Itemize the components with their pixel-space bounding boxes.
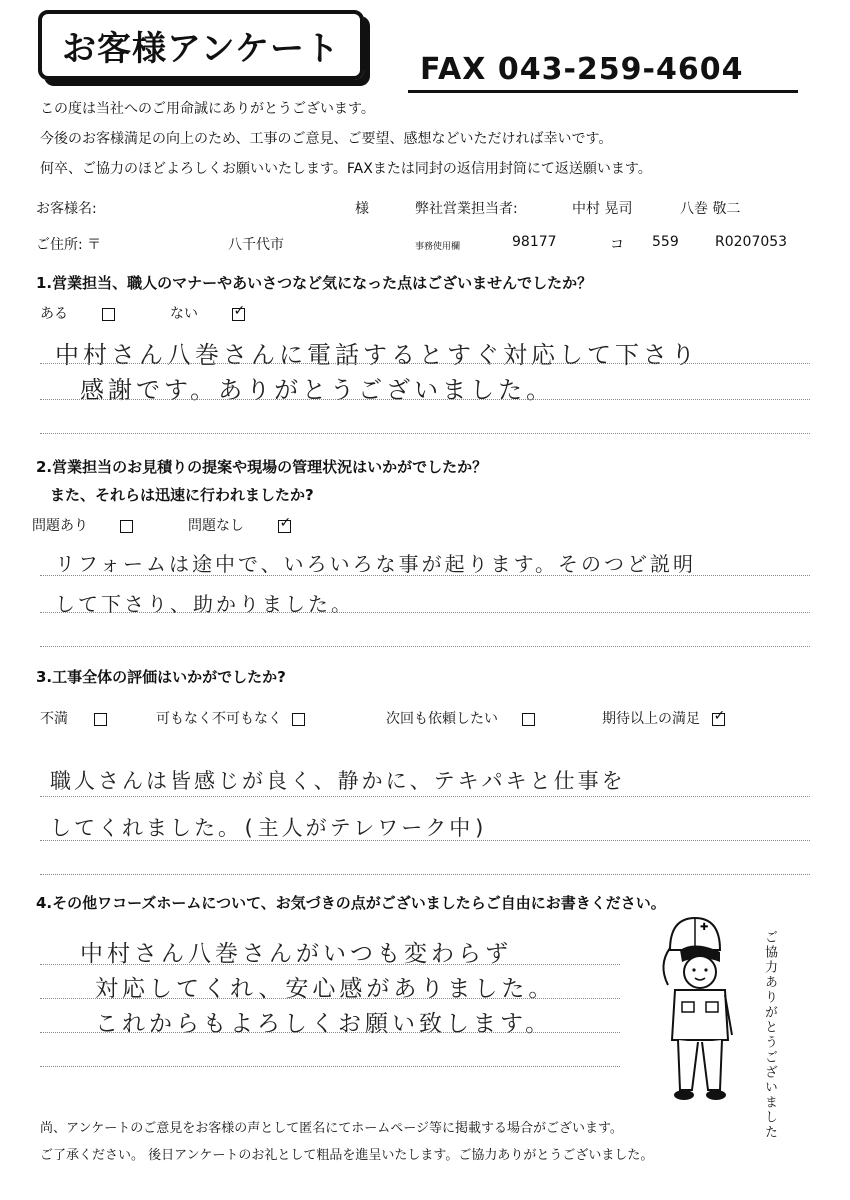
intro-line-2: 今後のお客様満足の向上のため、工事のご意見、ご要望、感想などいただければ幸いです。	[40, 131, 613, 147]
checkbox-icon[interactable]	[292, 713, 305, 726]
q2-answer-line-2: して下さり、助かりました。	[55, 592, 354, 616]
side-thanks-text: ご協力ありがとうございました	[762, 930, 777, 1140]
q2-option-no-problem[interactable]	[188, 515, 291, 535]
sales-rep-2: 八巻 敬二	[680, 201, 741, 217]
answer-rule	[40, 998, 620, 999]
answer-rule	[40, 964, 620, 965]
address-label: ご住所: 〒	[36, 237, 102, 253]
q4-answer-line-1: 中村さん八巻さんがいつも変わらず	[80, 941, 512, 967]
address-city: 八千代市	[228, 237, 284, 253]
q3-option-dissatisfied[interactable]	[40, 708, 107, 728]
checkbox-icon[interactable]	[120, 520, 133, 533]
bowing-worker-illustration	[640, 910, 750, 1110]
checked-checkbox-icon[interactable]	[712, 713, 725, 726]
question-3: 3.工事全体の評価はいかがでしたか?	[36, 668, 286, 686]
fax-underline	[408, 90, 798, 93]
question-2-line-1: 2.営業担当のお見積りの提案や現場の管理状況はいかがでしたか？	[36, 458, 488, 476]
intro-line-3: 何卒、ご協力のほどよろしくお願いいたします。FAXまたは同封の返信用封筒にて返送願います。	[40, 161, 652, 177]
footer-line-1: 尚、アンケートのご意見をお客様の声として匿名にてホームページ等に掲載する場合がございます。	[40, 1121, 623, 1136]
footer-line-2: ご了承ください。 後日アンケートのお礼として粗品を進呈いたします。ご協力ありがとうございました。	[40, 1148, 654, 1163]
question-1: 1.営業担当、職人のマナーやあいさつなど気になった点はございませんでしたか？	[36, 274, 593, 292]
option-label: 可もなく不可もなく	[156, 711, 282, 727]
answer-rule	[40, 612, 810, 613]
q1-answer-line-2: 感謝です。ありがとうございました。	[80, 376, 555, 404]
answer-rule	[40, 433, 810, 434]
q3-option-exceeded[interactable]	[602, 708, 725, 728]
q1-option-nai[interactable]	[170, 303, 245, 323]
office-code-1: 98177	[512, 234, 557, 250]
question-4: 4.その他ワコーズホームについて、お気づきの点がございましたらご自由にお書きください。	[36, 894, 666, 912]
option-label: 不満	[40, 711, 68, 727]
svg-text:✚: ✚	[700, 922, 709, 933]
answer-rule	[40, 363, 810, 364]
fax-number: FAX 043-259-4604	[420, 52, 744, 87]
q3-answer-line-1: 職人さんは皆感じが良く、静かに、テキパキと仕事を	[50, 769, 626, 793]
office-code-3: 559	[652, 234, 679, 250]
answer-rule	[40, 399, 810, 400]
option-label: ない	[170, 306, 198, 322]
answer-rule	[40, 840, 810, 841]
q3-option-neutral[interactable]	[156, 708, 305, 728]
option-label: 問題あり	[32, 518, 88, 534]
option-label: 期待以上の満足	[602, 711, 700, 727]
answer-rule	[40, 646, 810, 647]
checkbox-icon[interactable]	[522, 713, 535, 726]
answer-rule	[40, 874, 810, 875]
sales-rep-1: 中村 晃司	[572, 201, 633, 217]
option-label: 問題なし	[188, 518, 244, 534]
question-2-line-2: また、それらは迅速に行われましたか?	[50, 486, 314, 504]
q1-option-aru[interactable]	[40, 303, 115, 323]
customer-name-label: お客様名:	[36, 201, 97, 217]
sales-rep-label: 弊社営業担当者:	[415, 201, 518, 217]
office-code-4: R0207053	[715, 234, 788, 250]
q3-answer-line-2: してくれました。(主人がテレワーク中)	[50, 816, 489, 840]
q4-answer-line-3: これからもよろしくお願い致します。	[95, 1011, 553, 1037]
answer-rule	[40, 1066, 620, 1067]
option-label: ある	[40, 306, 68, 322]
office-use-label: 事務使用欄	[415, 242, 461, 252]
q1-answer-line-1: 中村さん八巻さんに電話するとすぐ対応して下さり	[55, 341, 699, 369]
option-label: 次回も依頼したい	[386, 711, 498, 727]
checkbox-icon[interactable]	[94, 713, 107, 726]
q2-answer-line-1: リフォームは途中で、いろいろな事が起ります。そのつど説明	[55, 552, 696, 576]
q4-answer-line-2: 対応してくれ、安心感がありました。	[95, 976, 556, 1002]
honorific-sama: 様	[355, 201, 369, 217]
q3-option-request-again[interactable]	[386, 708, 535, 728]
checked-checkbox-icon[interactable]	[278, 520, 291, 533]
checked-checkbox-icon[interactable]	[232, 308, 245, 321]
survey-title: お客様アンケート	[38, 10, 364, 80]
intro-line-1: この度は当社へのご用命誠にありがとうございます。	[40, 101, 375, 117]
checkbox-icon[interactable]	[102, 308, 115, 321]
answer-rule	[40, 796, 810, 797]
office-code-2: コ	[610, 237, 624, 253]
answer-rule	[40, 1032, 620, 1033]
q2-option-problem[interactable]	[32, 515, 133, 535]
answer-rule	[40, 575, 810, 576]
